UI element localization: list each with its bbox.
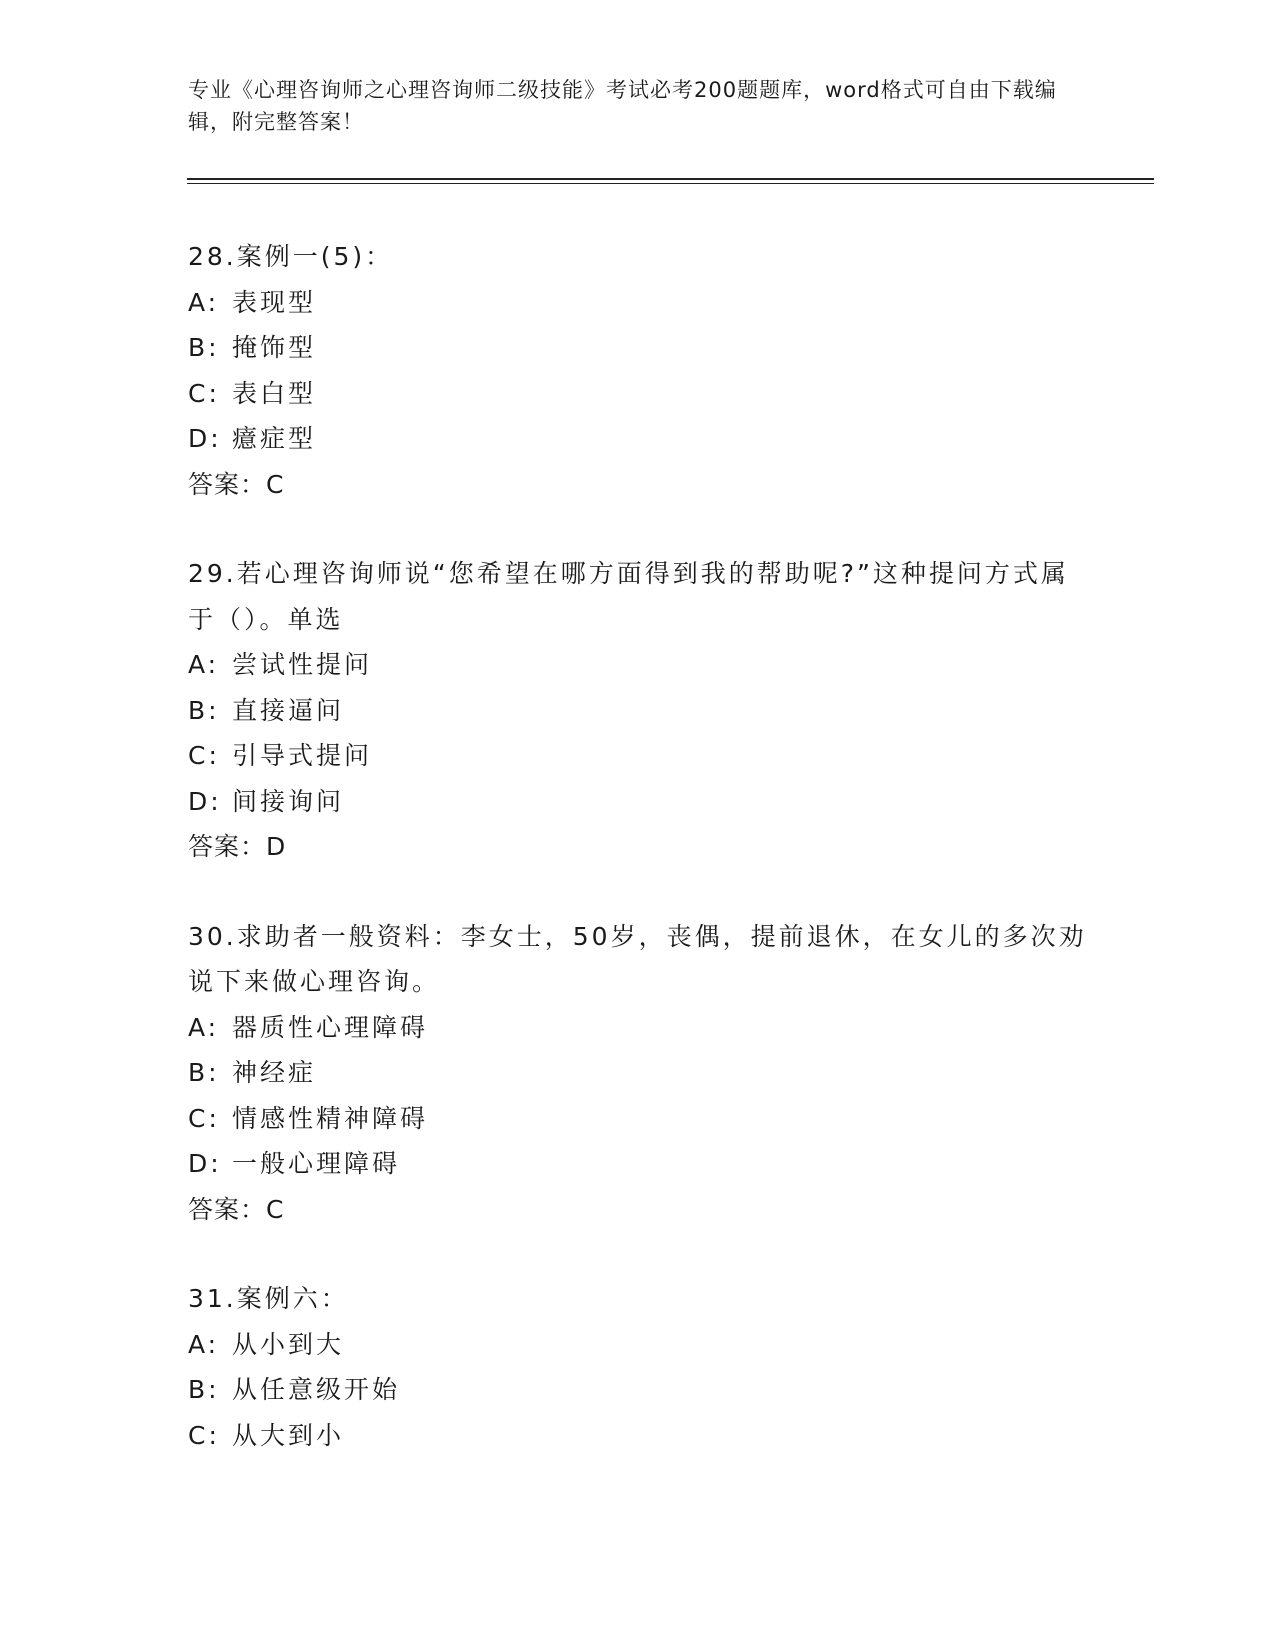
answer-text: 答案：C bbox=[188, 1194, 285, 1224]
option-label: A: bbox=[188, 287, 220, 317]
option-text: 癔症型 bbox=[232, 424, 317, 453]
option-text: 神经症 bbox=[232, 1058, 317, 1087]
header-divider-thick bbox=[187, 178, 1154, 180]
option-text: 情感性精神障碍 bbox=[232, 1103, 429, 1133]
option-a bbox=[188, 280, 1088, 326]
option-text: 表白型 bbox=[232, 378, 317, 408]
question-text: 31.案例六： bbox=[188, 1284, 349, 1313]
option-c bbox=[188, 1413, 1088, 1459]
option-label: D: bbox=[188, 424, 222, 453]
option-label: A: bbox=[188, 650, 220, 679]
option-text: 尝试性提问 bbox=[232, 650, 373, 679]
option-label: C: bbox=[188, 1420, 220, 1450]
option-label: B: bbox=[188, 695, 220, 725]
question-text: 28.案例一(5)： bbox=[188, 242, 394, 271]
question-28 bbox=[188, 234, 1088, 507]
option-label: C: bbox=[188, 741, 220, 770]
option-d bbox=[188, 416, 1088, 462]
option-label: C: bbox=[188, 1103, 220, 1133]
option-text: 从任意级开始 bbox=[232, 1375, 401, 1404]
option-text: 直接逼问 bbox=[232, 695, 345, 725]
option-text: 从大到小 bbox=[232, 1420, 345, 1450]
option-text: 间接询问 bbox=[232, 786, 345, 816]
option-d bbox=[188, 1141, 1088, 1187]
question-30 bbox=[188, 914, 1088, 1233]
answer-text: 答案：C bbox=[188, 469, 285, 499]
option-text: 器质性心理障碍 bbox=[232, 1012, 429, 1042]
option-label: A: bbox=[188, 1329, 220, 1359]
answer-text: 答案：D bbox=[188, 832, 287, 861]
option-b bbox=[188, 688, 1088, 734]
option-text: 引导式提问 bbox=[232, 741, 373, 770]
option-text: 从小到大 bbox=[232, 1329, 345, 1359]
document-header: 专业《心理咨询师之心理咨询师二级技能》考试必考200题题库，word格式可自由下载编辑，附完整答案！ bbox=[188, 78, 1057, 134]
option-b bbox=[188, 1050, 1088, 1096]
option-text: 表现型 bbox=[232, 287, 317, 317]
option-a bbox=[188, 642, 1088, 688]
option-a bbox=[188, 1005, 1088, 1051]
option-label: B: bbox=[188, 1375, 220, 1404]
option-label: B: bbox=[188, 333, 220, 362]
option-text: 一般心理障碍 bbox=[232, 1149, 401, 1178]
option-c bbox=[188, 1096, 1088, 1142]
option-text: 掩饰型 bbox=[232, 333, 317, 362]
option-b bbox=[188, 325, 1088, 371]
option-a bbox=[188, 1322, 1088, 1368]
option-label: C: bbox=[188, 378, 220, 408]
option-label: A: bbox=[188, 1012, 220, 1042]
option-label: B: bbox=[188, 1058, 220, 1087]
question-list bbox=[188, 234, 1088, 1502]
question-31 bbox=[188, 1276, 1088, 1458]
question-29 bbox=[188, 551, 1088, 870]
question-text: 30.求助者一般资料：李女士，50岁，丧偶，提前退休，在女儿的多次劝说下来做心理咨询。 bbox=[188, 921, 1087, 996]
question-text: 29.若心理咨询师说“您希望在哪方面得到我的帮助呢?”这种提问方式属于（）。单选 bbox=[188, 559, 1069, 634]
option-b bbox=[188, 1367, 1088, 1413]
option-c bbox=[188, 371, 1088, 417]
option-c bbox=[188, 733, 1088, 779]
option-label: D: bbox=[188, 786, 222, 816]
option-label: D: bbox=[188, 1149, 222, 1178]
header-divider-thin bbox=[187, 183, 1154, 184]
option-d bbox=[188, 779, 1088, 825]
